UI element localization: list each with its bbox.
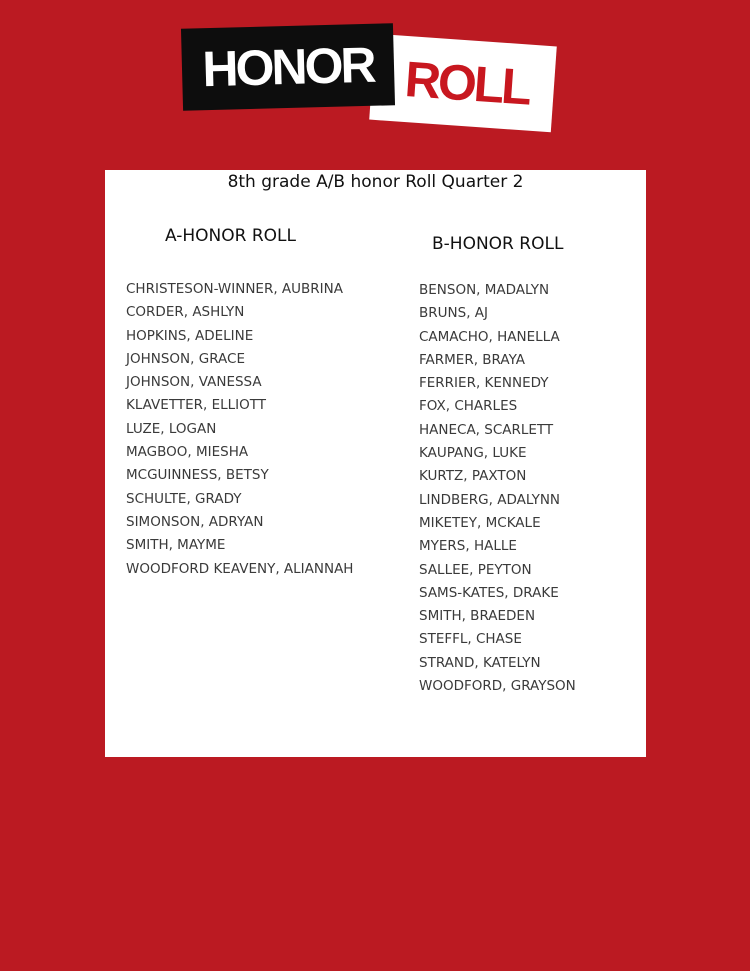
b-name-item: SALLEE, PEYTON <box>419 561 532 578</box>
a-name-item: LUZE, LOGAN <box>126 420 217 437</box>
b-name-item: BRUNS, AJ <box>419 305 488 322</box>
b-honor-roll-heading: B-HONOR ROLL <box>432 234 564 254</box>
b-name-item: MYERS, HALLE <box>419 538 517 555</box>
a-name-item: WOODFORD KEAVENY, ALIANNAH <box>126 560 354 577</box>
page-title: 8th grade A/B honor Roll Quarter 2 <box>227 172 524 192</box>
b-name-item: FERRIER, KENNEDY <box>419 375 549 392</box>
b-name-item: SAMS-KATES, DRAKE <box>419 584 559 601</box>
b-name-item: LINDBERG, ADALYNN <box>419 491 561 508</box>
logo-honor-block <box>181 23 395 111</box>
a-name-item: HOPKINS, ADELINE <box>126 327 254 344</box>
b-name-item: CAMACHO, HANELLA <box>419 328 560 345</box>
a-name-item: KLAVETTER, ELLIOTT <box>126 397 267 414</box>
a-name-item: SCHULTE, GRADY <box>126 490 242 507</box>
a-name-item: MAGBOO, MIESHA <box>126 444 249 461</box>
honor-roll-logo <box>180 22 560 137</box>
b-name-item: BENSON, MADALYN <box>419 282 550 298</box>
logo-roll-block <box>369 34 557 132</box>
a-honor-roll-heading: A-HONOR ROLL <box>165 226 297 246</box>
a-name-item: CORDER, ASHLYN <box>126 304 245 321</box>
honor-roll-card <box>105 170 646 757</box>
logo-roll-text: ROLL <box>403 51 531 116</box>
b-name-item: HANECA, SCARLETT <box>419 421 554 438</box>
b-name-item: FOX, CHARLES <box>419 398 518 415</box>
a-name-item: JOHNSON, GRACE <box>126 350 245 367</box>
b-name-item: WOODFORD, GRAYSON <box>419 678 576 695</box>
b-name-item: KURTZ, PAXTON <box>419 468 527 485</box>
b-honor-roll-list <box>419 279 576 698</box>
a-name-item: SMITH, MAYME <box>126 537 226 554</box>
a-name-item: MCGUINNESS, BETSY <box>126 467 269 484</box>
b-name-item: MIKETEY, MCKALE <box>419 514 541 531</box>
logo-honor-text: HONOR <box>201 36 375 98</box>
b-name-item: SMITH, BRAEDEN <box>419 608 536 625</box>
a-name-item: JOHNSON, VANESSA <box>126 374 262 391</box>
a-name-item: CHRISTESON-WINNER, AUBRINA <box>126 281 343 297</box>
b-name-item: STRAND, KATELYN <box>419 654 541 671</box>
a-honor-roll-list <box>126 278 353 581</box>
b-name-item: KAUPANG, LUKE <box>419 445 527 462</box>
b-name-item: FARMER, BRAYA <box>419 351 525 368</box>
a-name-item: SIMONSON, ADRYAN <box>126 513 264 530</box>
b-name-item: STEFFL, CHASE <box>419 631 522 648</box>
